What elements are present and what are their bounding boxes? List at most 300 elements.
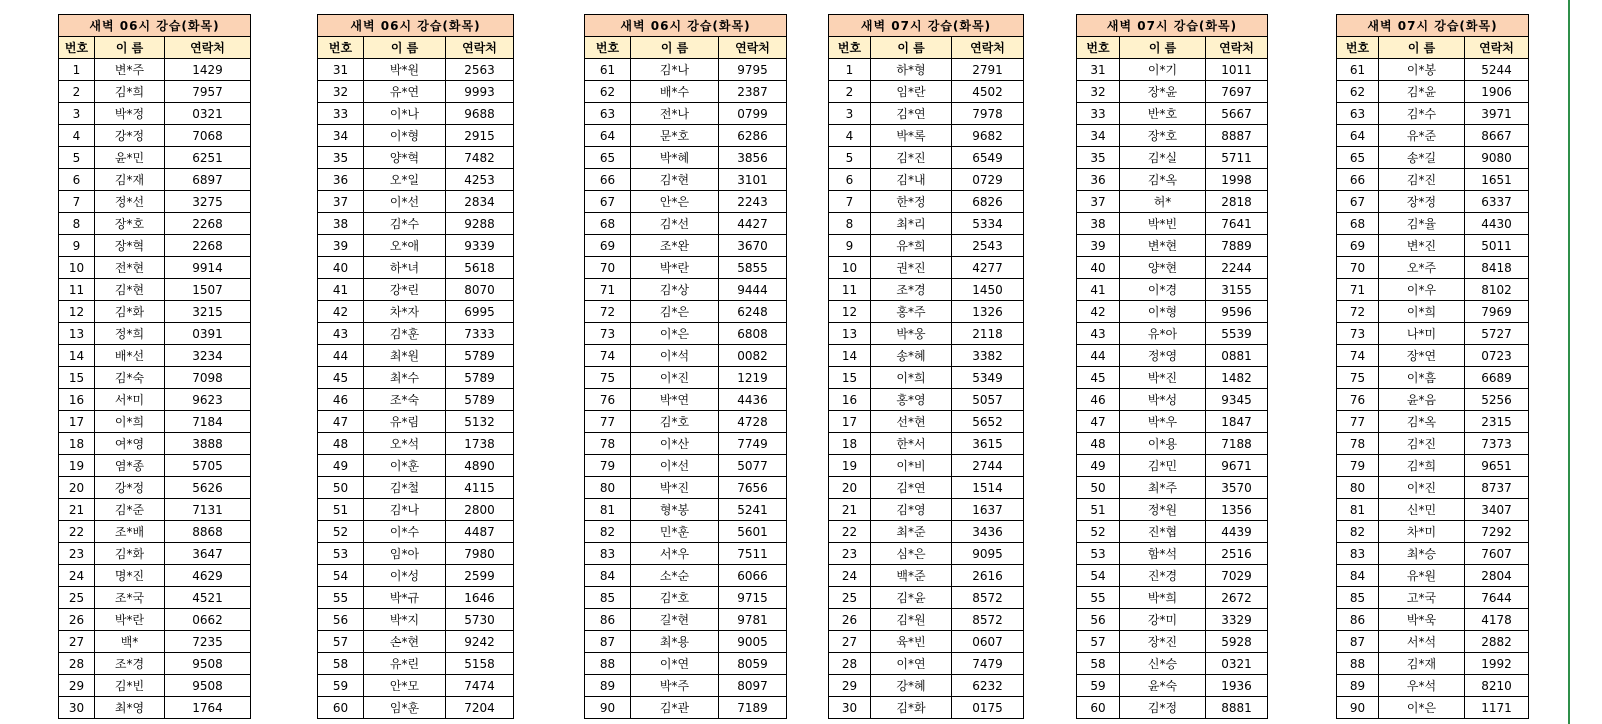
cell-no[interactable]: 40 (1077, 257, 1120, 279)
cell-contact[interactable]: 3647 (165, 543, 251, 565)
cell-no[interactable]: 55 (1077, 587, 1120, 609)
cell-contact[interactable]: 1482 (1206, 367, 1268, 389)
cell-name[interactable]: 최*리 (871, 213, 952, 235)
cell-no[interactable]: 13 (829, 323, 871, 345)
cell-name[interactable]: 송*혜 (871, 345, 952, 367)
cell-contact[interactable]: 3329 (1206, 609, 1268, 631)
cell-name[interactable]: 하*형 (871, 59, 952, 81)
cell-contact[interactable]: 4430 (1465, 213, 1529, 235)
cell-no[interactable]: 83 (1337, 543, 1379, 565)
cell-name[interactable]: 최*주 (1120, 477, 1206, 499)
cell-contact[interactable]: 0321 (165, 103, 251, 125)
cell-no[interactable]: 67 (1337, 191, 1379, 213)
cell-name[interactable]: 임*아 (364, 543, 446, 565)
cell-no[interactable]: 76 (1337, 389, 1379, 411)
cell-name[interactable]: 김*현 (95, 279, 165, 301)
cell-name[interactable]: 심*은 (871, 543, 952, 565)
cell-no[interactable]: 68 (1337, 213, 1379, 235)
cell-no[interactable]: 49 (1077, 455, 1120, 477)
cell-contact[interactable]: 5730 (446, 609, 514, 631)
cell-name[interactable]: 임*훈 (364, 697, 446, 719)
cell-no[interactable]: 20 (829, 477, 871, 499)
cell-name[interactable]: 김*희 (95, 81, 165, 103)
cell-name[interactable]: 염*종 (95, 455, 165, 477)
cell-contact[interactable]: 3275 (165, 191, 251, 213)
cell-name[interactable]: 하*녀 (364, 257, 446, 279)
cell-name[interactable]: 홍*영 (871, 389, 952, 411)
cell-no[interactable]: 27 (829, 631, 871, 653)
cell-no[interactable]: 33 (318, 103, 364, 125)
cell-contact[interactable]: 3407 (1465, 499, 1529, 521)
cell-name[interactable]: 장*진 (1120, 631, 1206, 653)
cell-name[interactable]: 차*미 (1379, 521, 1465, 543)
cell-contact[interactable]: 5601 (719, 521, 787, 543)
cell-contact[interactable]: 5158 (446, 653, 514, 675)
cell-no[interactable]: 25 (829, 587, 871, 609)
cell-name[interactable]: 반*호 (1120, 103, 1206, 125)
cell-name[interactable]: 김*준 (95, 499, 165, 521)
cell-contact[interactable]: 9671 (1206, 455, 1268, 477)
cell-contact[interactable]: 2243 (719, 191, 787, 213)
cell-no[interactable]: 44 (1077, 345, 1120, 367)
cell-no[interactable]: 60 (318, 697, 364, 719)
cell-no[interactable]: 38 (1077, 213, 1120, 235)
cell-name[interactable]: 양*현 (1120, 257, 1206, 279)
cell-contact[interactable]: 8070 (446, 279, 514, 301)
cell-contact[interactable]: 1011 (1206, 59, 1268, 81)
cell-name[interactable]: 김*훈 (364, 323, 446, 345)
table-title[interactable]: 새벽 06시 강습(화목) (318, 15, 514, 37)
header-name[interactable]: 이 름 (631, 37, 719, 59)
cell-no[interactable]: 35 (318, 147, 364, 169)
cell-no[interactable]: 57 (1077, 631, 1120, 653)
cell-no[interactable]: 77 (585, 411, 631, 433)
cell-name[interactable]: 배*선 (95, 345, 165, 367)
cell-name[interactable]: 김*화 (95, 301, 165, 323)
cell-name[interactable]: 박*원 (364, 59, 446, 81)
table-title[interactable]: 새벽 07시 강습(화목) (829, 15, 1024, 37)
cell-contact[interactable]: 4277 (952, 257, 1024, 279)
cell-no[interactable]: 63 (1337, 103, 1379, 125)
cell-name[interactable]: 홍*주 (871, 301, 952, 323)
cell-name[interactable]: 함*석 (1120, 543, 1206, 565)
cell-no[interactable]: 69 (1337, 235, 1379, 257)
table-title[interactable]: 새벽 07시 강습(화목) (1337, 15, 1529, 37)
cell-contact[interactable]: 5244 (1465, 59, 1529, 81)
cell-no[interactable]: 48 (1077, 433, 1120, 455)
cell-contact[interactable]: 0723 (1465, 345, 1529, 367)
cell-name[interactable]: 전*나 (631, 103, 719, 125)
cell-contact[interactable]: 7068 (165, 125, 251, 147)
cell-contact[interactable]: 3101 (719, 169, 787, 191)
cell-contact[interactable]: 5928 (1206, 631, 1268, 653)
cell-contact[interactable]: 2818 (1206, 191, 1268, 213)
cell-no[interactable]: 11 (829, 279, 871, 301)
cell-name[interactable]: 장*정 (1379, 191, 1465, 213)
cell-name[interactable]: 김*진 (1379, 433, 1465, 455)
table-title[interactable]: 새벽 06시 강습(화목) (585, 15, 787, 37)
cell-name[interactable]: 이*성 (364, 565, 446, 587)
cell-contact[interactable]: 3971 (1465, 103, 1529, 125)
cell-no[interactable]: 36 (1077, 169, 1120, 191)
cell-no[interactable]: 63 (585, 103, 631, 125)
cell-no[interactable]: 50 (318, 477, 364, 499)
cell-no[interactable]: 8 (59, 213, 95, 235)
cell-name[interactable]: 이*희 (1379, 301, 1465, 323)
cell-contact[interactable]: 8887 (1206, 125, 1268, 147)
cell-no[interactable]: 52 (318, 521, 364, 543)
cell-contact[interactable]: 8868 (165, 521, 251, 543)
cell-contact[interactable]: 7204 (446, 697, 514, 719)
cell-name[interactable]: 변*진 (1379, 235, 1465, 257)
cell-contact[interactable]: 0607 (952, 631, 1024, 653)
cell-contact[interactable]: 4890 (446, 455, 514, 477)
cell-no[interactable]: 50 (1077, 477, 1120, 499)
cell-contact[interactable]: 7697 (1206, 81, 1268, 103)
cell-name[interactable]: 박*진 (1120, 367, 1206, 389)
cell-no[interactable]: 14 (59, 345, 95, 367)
cell-no[interactable]: 18 (59, 433, 95, 455)
header-no[interactable]: 번호 (59, 37, 95, 59)
cell-contact[interactable]: 1998 (1206, 169, 1268, 191)
cell-contact[interactable]: 2599 (446, 565, 514, 587)
cell-contact[interactable]: 1847 (1206, 411, 1268, 433)
cell-name[interactable]: 이*봉 (1379, 59, 1465, 81)
cell-name[interactable]: 최*승 (1379, 543, 1465, 565)
table-title[interactable]: 새벽 06시 강습(화목) (59, 15, 251, 37)
cell-no[interactable]: 19 (59, 455, 95, 477)
cell-name[interactable]: 조*숙 (364, 389, 446, 411)
cell-contact[interactable]: 0391 (165, 323, 251, 345)
cell-no[interactable]: 84 (1337, 565, 1379, 587)
cell-no[interactable]: 70 (1337, 257, 1379, 279)
cell-name[interactable]: 김*빈 (95, 675, 165, 697)
cell-name[interactable]: 장*윤 (1120, 81, 1206, 103)
cell-no[interactable]: 56 (318, 609, 364, 631)
cell-contact[interactable]: 4178 (1465, 609, 1529, 631)
cell-contact[interactable]: 5789 (446, 345, 514, 367)
cell-no[interactable]: 87 (1337, 631, 1379, 653)
cell-name[interactable]: 조*경 (95, 653, 165, 675)
cell-no[interactable]: 22 (829, 521, 871, 543)
cell-contact[interactable]: 2244 (1206, 257, 1268, 279)
cell-name[interactable]: 박*정 (95, 103, 165, 125)
cell-no[interactable]: 1 (59, 59, 95, 81)
cell-no[interactable]: 78 (585, 433, 631, 455)
cell-contact[interactable]: 5011 (1465, 235, 1529, 257)
cell-name[interactable]: 안*모 (364, 675, 446, 697)
cell-name[interactable]: 박*웅 (871, 323, 952, 345)
cell-name[interactable]: 차*자 (364, 301, 446, 323)
cell-contact[interactable]: 7957 (165, 81, 251, 103)
cell-no[interactable]: 47 (1077, 411, 1120, 433)
cell-name[interactable]: 정*선 (95, 191, 165, 213)
cell-no[interactable]: 17 (59, 411, 95, 433)
cell-name[interactable]: 이*희 (871, 367, 952, 389)
cell-name[interactable]: 진*경 (1120, 565, 1206, 587)
cell-no[interactable]: 54 (318, 565, 364, 587)
cell-contact[interactable]: 2882 (1465, 631, 1529, 653)
cell-contact[interactable]: 9914 (165, 257, 251, 279)
cell-name[interactable]: 우*석 (1379, 675, 1465, 697)
cell-name[interactable]: 오*일 (364, 169, 446, 191)
cell-no[interactable]: 21 (829, 499, 871, 521)
header-no[interactable]: 번호 (1077, 37, 1120, 59)
cell-no[interactable]: 7 (829, 191, 871, 213)
cell-contact[interactable]: 5652 (952, 411, 1024, 433)
cell-name[interactable]: 신*승 (1120, 653, 1206, 675)
cell-no[interactable]: 59 (318, 675, 364, 697)
cell-name[interactable]: 소*순 (631, 565, 719, 587)
cell-no[interactable]: 15 (59, 367, 95, 389)
cell-no[interactable]: 85 (585, 587, 631, 609)
cell-contact[interactable]: 7131 (165, 499, 251, 521)
cell-no[interactable]: 6 (829, 169, 871, 191)
cell-name[interactable]: 이*형 (1120, 301, 1206, 323)
cell-contact[interactable]: 2804 (1465, 565, 1529, 587)
cell-no[interactable]: 53 (1077, 543, 1120, 565)
cell-name[interactable]: 유*린 (364, 653, 446, 675)
cell-no[interactable]: 10 (59, 257, 95, 279)
cell-no[interactable]: 49 (318, 455, 364, 477)
header-no[interactable]: 번호 (318, 37, 364, 59)
cell-no[interactable]: 33 (1077, 103, 1120, 125)
cell-no[interactable]: 79 (1337, 455, 1379, 477)
cell-name[interactable]: 나*미 (1379, 323, 1465, 345)
cell-no[interactable]: 19 (829, 455, 871, 477)
cell-name[interactable]: 이*훈 (364, 455, 446, 477)
cell-contact[interactable]: 2387 (719, 81, 787, 103)
cell-name[interactable]: 선*현 (871, 411, 952, 433)
cell-no[interactable]: 62 (585, 81, 631, 103)
cell-contact[interactable]: 9242 (446, 631, 514, 653)
cell-contact[interactable]: 9795 (719, 59, 787, 81)
cell-no[interactable]: 10 (829, 257, 871, 279)
cell-contact[interactable]: 8737 (1465, 477, 1529, 499)
cell-contact[interactable]: 7889 (1206, 235, 1268, 257)
cell-no[interactable]: 79 (585, 455, 631, 477)
cell-contact[interactable]: 0321 (1206, 653, 1268, 675)
cell-contact[interactable]: 0881 (1206, 345, 1268, 367)
cell-contact[interactable]: 6808 (719, 323, 787, 345)
cell-name[interactable]: 전*현 (95, 257, 165, 279)
cell-no[interactable]: 76 (585, 389, 631, 411)
cell-name[interactable]: 박*욱 (1379, 609, 1465, 631)
cell-contact[interactable]: 1171 (1465, 697, 1529, 719)
cell-name[interactable]: 이*연 (871, 653, 952, 675)
header-name[interactable]: 이 름 (871, 37, 952, 59)
cell-name[interactable]: 이*은 (631, 323, 719, 345)
cell-contact[interactable]: 4629 (165, 565, 251, 587)
cell-contact[interactable]: 4439 (1206, 521, 1268, 543)
cell-contact[interactable]: 1429 (165, 59, 251, 81)
cell-contact[interactable]: 5626 (165, 477, 251, 499)
cell-contact[interactable]: 1651 (1465, 169, 1529, 191)
cell-contact[interactable]: 6549 (952, 147, 1024, 169)
cell-no[interactable]: 3 (829, 103, 871, 125)
cell-name[interactable]: 임*란 (871, 81, 952, 103)
cell-no[interactable]: 85 (1337, 587, 1379, 609)
cell-no[interactable]: 2 (59, 81, 95, 103)
cell-no[interactable]: 42 (318, 301, 364, 323)
cell-name[interactable]: 이*선 (364, 191, 446, 213)
cell-name[interactable]: 최*준 (871, 521, 952, 543)
cell-contact[interactable]: 4728 (719, 411, 787, 433)
cell-no[interactable]: 65 (1337, 147, 1379, 169)
cell-contact[interactable]: 1764 (165, 697, 251, 719)
cell-contact[interactable]: 5241 (719, 499, 787, 521)
cell-no[interactable]: 46 (1077, 389, 1120, 411)
cell-no[interactable]: 5 (829, 147, 871, 169)
cell-contact[interactable]: 3382 (952, 345, 1024, 367)
cell-name[interactable]: 박*성 (1120, 389, 1206, 411)
cell-no[interactable]: 73 (585, 323, 631, 345)
cell-no[interactable]: 71 (585, 279, 631, 301)
cell-contact[interactable]: 2516 (1206, 543, 1268, 565)
cell-contact[interactable]: 2563 (446, 59, 514, 81)
cell-contact[interactable]: 7607 (1465, 543, 1529, 565)
cell-name[interactable]: 김*화 (95, 543, 165, 565)
cell-name[interactable]: 김*윤 (871, 587, 952, 609)
cell-no[interactable]: 26 (59, 609, 95, 631)
cell-contact[interactable]: 8572 (952, 609, 1024, 631)
cell-name[interactable]: 최*수 (364, 367, 446, 389)
header-no[interactable]: 번호 (829, 37, 871, 59)
header-contact[interactable]: 연락처 (719, 37, 787, 59)
cell-name[interactable]: 이*희 (95, 411, 165, 433)
cell-name[interactable]: 장*혁 (95, 235, 165, 257)
cell-name[interactable]: 고*국 (1379, 587, 1465, 609)
cell-no[interactable]: 48 (318, 433, 364, 455)
cell-contact[interactable]: 4502 (952, 81, 1024, 103)
cell-contact[interactable]: 3670 (719, 235, 787, 257)
cell-contact[interactable]: 5077 (719, 455, 787, 477)
cell-no[interactable]: 2 (829, 81, 871, 103)
cell-contact[interactable]: 7188 (1206, 433, 1268, 455)
cell-name[interactable]: 이*형 (364, 125, 446, 147)
cell-no[interactable]: 4 (59, 125, 95, 147)
cell-contact[interactable]: 9095 (952, 543, 1024, 565)
cell-name[interactable]: 백*준 (871, 565, 952, 587)
cell-contact[interactable]: 5667 (1206, 103, 1268, 125)
cell-contact[interactable]: 5711 (1206, 147, 1268, 169)
cell-contact[interactable]: 9005 (719, 631, 787, 653)
header-contact[interactable]: 연락처 (446, 37, 514, 59)
cell-name[interactable]: 이*산 (631, 433, 719, 455)
cell-contact[interactable]: 7511 (719, 543, 787, 565)
cell-no[interactable]: 70 (585, 257, 631, 279)
cell-name[interactable]: 박*지 (364, 609, 446, 631)
cell-no[interactable]: 72 (1337, 301, 1379, 323)
cell-no[interactable]: 23 (59, 543, 95, 565)
cell-name[interactable]: 유*림 (364, 411, 446, 433)
cell-contact[interactable]: 6251 (165, 147, 251, 169)
cell-contact[interactable]: 2268 (165, 235, 251, 257)
cell-name[interactable]: 이*경 (1120, 279, 1206, 301)
cell-no[interactable]: 30 (59, 697, 95, 719)
cell-name[interactable]: 박*우 (1120, 411, 1206, 433)
cell-contact[interactable]: 7333 (446, 323, 514, 345)
cell-contact[interactable]: 0662 (165, 609, 251, 631)
cell-name[interactable]: 박*주 (631, 675, 719, 697)
cell-no[interactable]: 12 (829, 301, 871, 323)
cell-contact[interactable]: 9444 (719, 279, 787, 301)
cell-name[interactable]: 강*정 (95, 477, 165, 499)
cell-no[interactable]: 59 (1077, 675, 1120, 697)
header-name[interactable]: 이 름 (1379, 37, 1465, 59)
cell-contact[interactable]: 9080 (1465, 147, 1529, 169)
cell-name[interactable]: 명*진 (95, 565, 165, 587)
cell-contact[interactable]: 9651 (1465, 455, 1529, 477)
cell-no[interactable]: 73 (1337, 323, 1379, 345)
cell-no[interactable]: 80 (1337, 477, 1379, 499)
cell-contact[interactable]: 7098 (165, 367, 251, 389)
cell-contact[interactable]: 5789 (446, 389, 514, 411)
cell-no[interactable]: 32 (318, 81, 364, 103)
cell-contact[interactable]: 0729 (952, 169, 1024, 191)
cell-contact[interactable]: 4521 (165, 587, 251, 609)
cell-contact[interactable]: 2834 (446, 191, 514, 213)
cell-name[interactable]: 박*희 (1120, 587, 1206, 609)
cell-no[interactable]: 42 (1077, 301, 1120, 323)
cell-contact[interactable]: 6897 (165, 169, 251, 191)
cell-contact[interactable]: 3155 (1206, 279, 1268, 301)
cell-contact[interactable]: 6286 (719, 125, 787, 147)
cell-no[interactable]: 15 (829, 367, 871, 389)
cell-contact[interactable]: 7373 (1465, 433, 1529, 455)
cell-name[interactable]: 김*진 (1379, 169, 1465, 191)
cell-contact[interactable]: 1514 (952, 477, 1024, 499)
cell-contact[interactable]: 5539 (1206, 323, 1268, 345)
cell-no[interactable]: 12 (59, 301, 95, 323)
cell-contact[interactable]: 2616 (952, 565, 1024, 587)
cell-no[interactable]: 46 (318, 389, 364, 411)
cell-no[interactable]: 81 (585, 499, 631, 521)
cell-name[interactable]: 김*정 (1120, 697, 1206, 719)
cell-name[interactable]: 김*숙 (95, 367, 165, 389)
cell-name[interactable]: 김*내 (871, 169, 952, 191)
cell-contact[interactable]: 1507 (165, 279, 251, 301)
cell-contact[interactable]: 9508 (165, 675, 251, 697)
cell-name[interactable]: 김*윤 (1379, 81, 1465, 103)
cell-name[interactable]: 신*민 (1379, 499, 1465, 521)
cell-no[interactable]: 54 (1077, 565, 1120, 587)
cell-no[interactable]: 6 (59, 169, 95, 191)
cell-contact[interactable]: 7641 (1206, 213, 1268, 235)
cell-no[interactable]: 37 (318, 191, 364, 213)
cell-name[interactable]: 강*미 (1120, 609, 1206, 631)
cell-name[interactable]: 이*진 (1379, 477, 1465, 499)
cell-name[interactable]: 이*나 (364, 103, 446, 125)
cell-no[interactable]: 61 (1337, 59, 1379, 81)
cell-name[interactable]: 박*연 (631, 389, 719, 411)
cell-name[interactable]: 이*우 (1379, 279, 1465, 301)
cell-contact[interactable]: 0799 (719, 103, 787, 125)
cell-no[interactable]: 43 (318, 323, 364, 345)
cell-no[interactable]: 41 (1077, 279, 1120, 301)
cell-no[interactable]: 80 (585, 477, 631, 499)
cell-contact[interactable]: 9596 (1206, 301, 1268, 323)
cell-name[interactable]: 김*연 (871, 477, 952, 499)
cell-name[interactable]: 유*희 (871, 235, 952, 257)
cell-contact[interactable]: 1637 (952, 499, 1024, 521)
cell-name[interactable]: 서*석 (1379, 631, 1465, 653)
cell-no[interactable]: 64 (585, 125, 631, 147)
cell-name[interactable]: 박*록 (871, 125, 952, 147)
cell-no[interactable]: 9 (59, 235, 95, 257)
cell-no[interactable]: 32 (1077, 81, 1120, 103)
cell-contact[interactable]: 7184 (165, 411, 251, 433)
